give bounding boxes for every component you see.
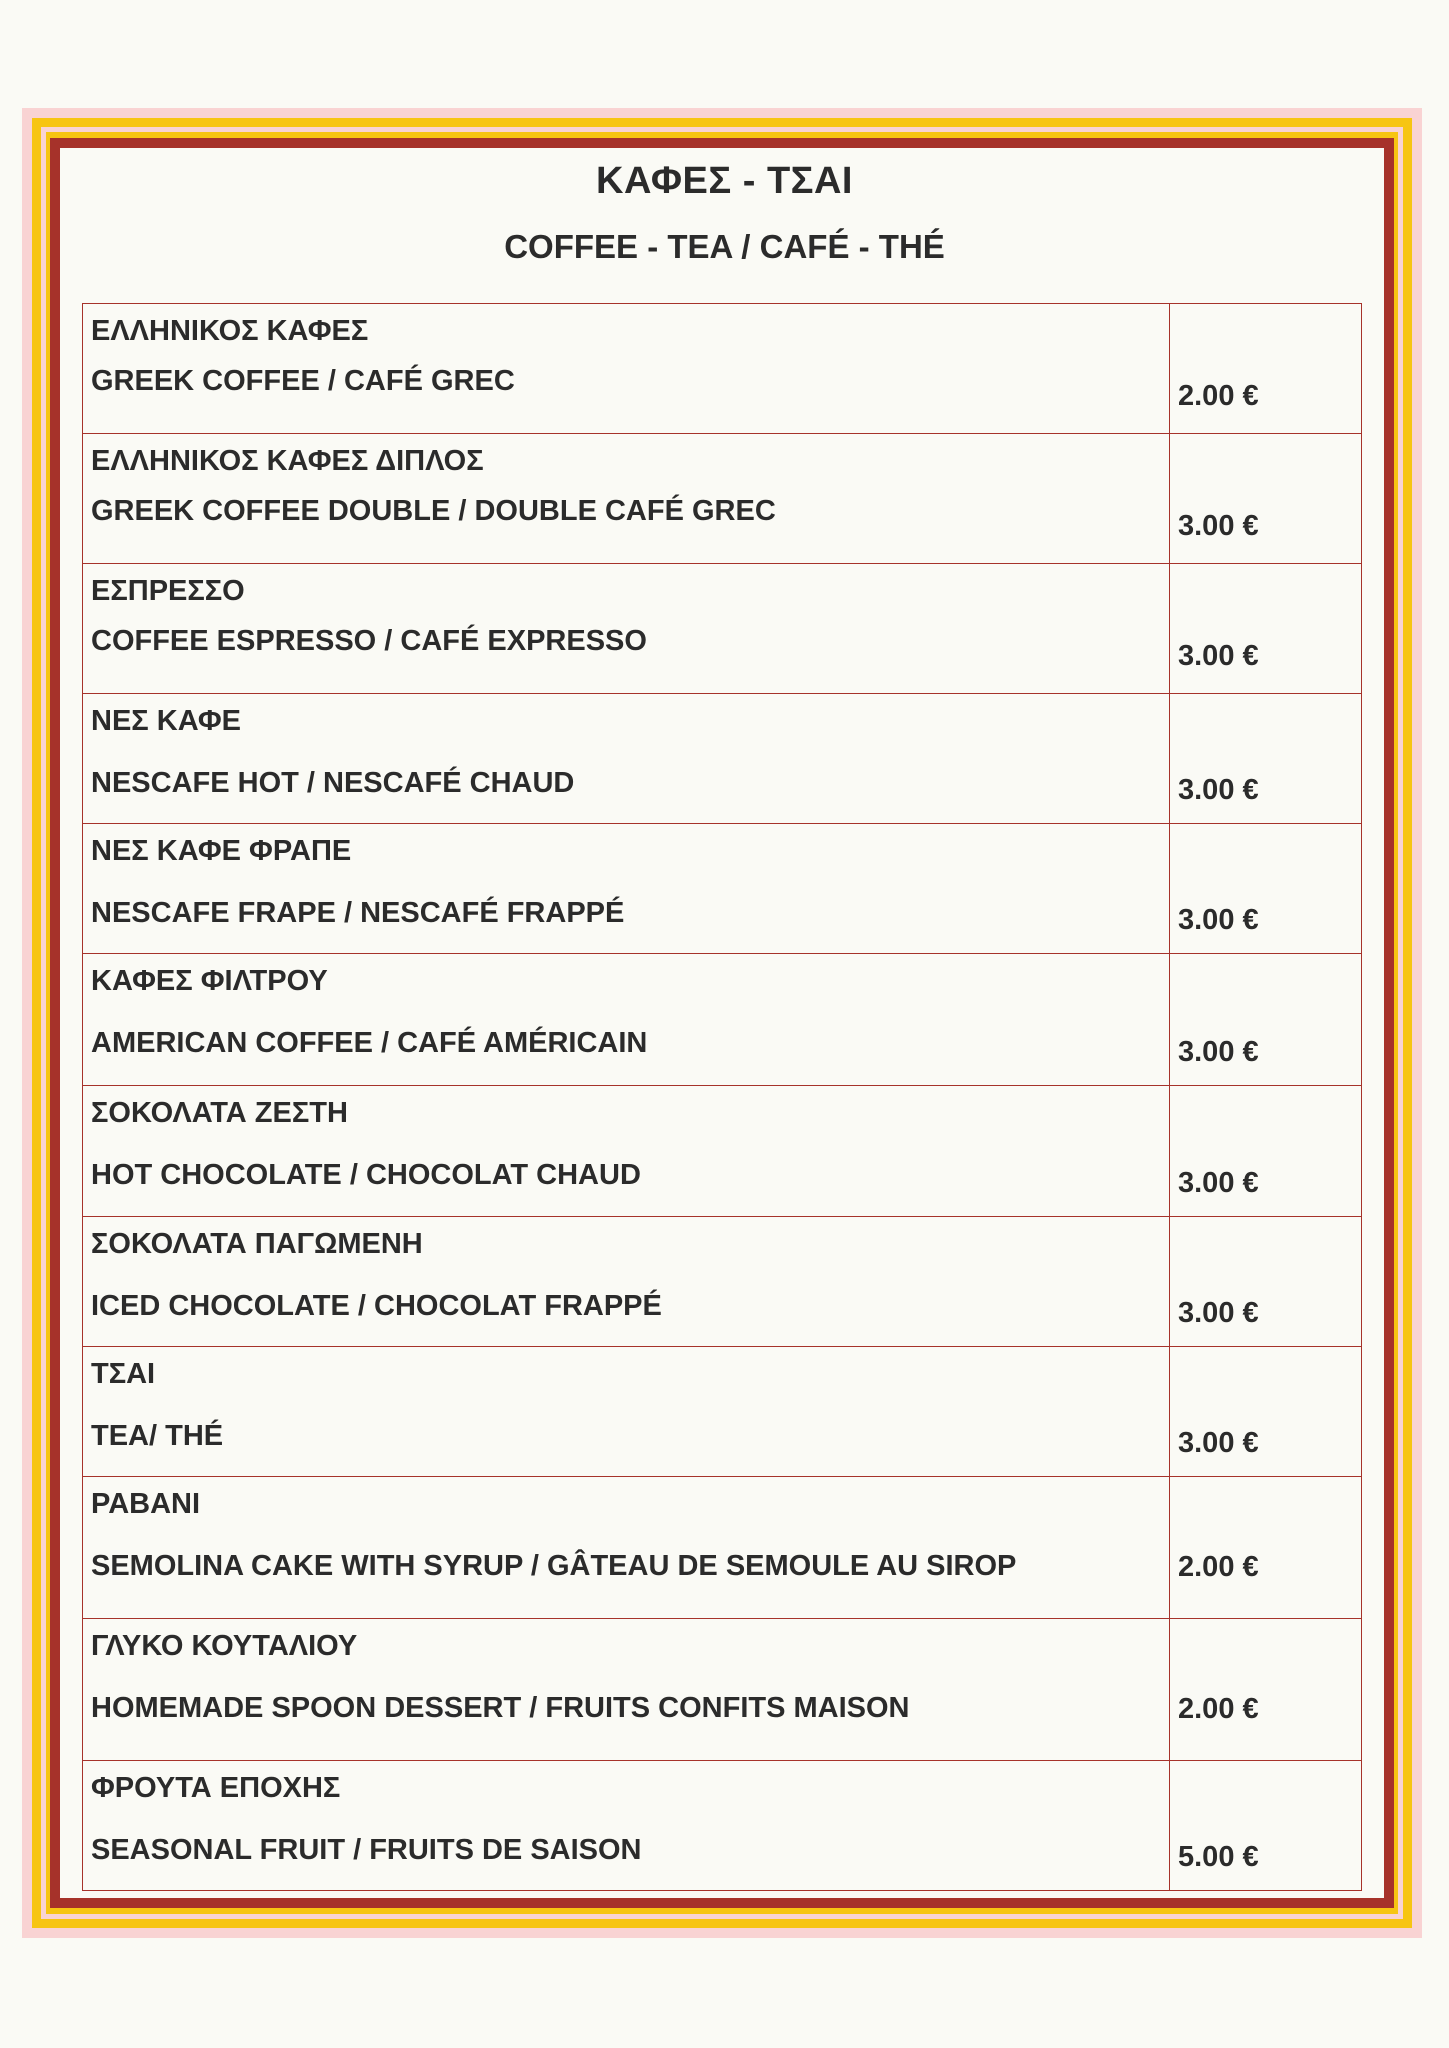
- item-name-translation: AMERICAN COFFEE / CAFÉ AMÉRICAIN: [91, 1027, 648, 1059]
- menu-item-price-cell: [1170, 824, 1362, 954]
- menu-row: [83, 1761, 1362, 1891]
- item-name-greek: ΕΣΠΡΕΣΣΟ: [91, 575, 245, 607]
- item-price: 2.00 €: [1178, 1551, 1259, 1583]
- menu-item-description: [83, 564, 1170, 694]
- item-name-greek: ΣΟΚΟΛΑΤΑ ΠΑΓΩΜΕΝΗ: [91, 1228, 423, 1260]
- item-name-greek: ΡΑΒΑΝΙ: [91, 1488, 201, 1520]
- menu-table: [82, 303, 1362, 1891]
- item-name-greek: ΝΕΣ ΚΑΦΕ ΦΡΑΠΕ: [91, 835, 352, 867]
- item-price: 2.00 €: [1178, 1693, 1259, 1725]
- page-subtitle: COFFEE - TEA / CAFÉ - THÉ: [504, 228, 945, 265]
- item-name-translation: SEMOLINA CAKE WITH SYRUP / GÂTEAU DE SEMOULE AU SIROP: [91, 1550, 1017, 1582]
- menu-item-price-cell: [1170, 694, 1362, 824]
- item-name-greek: ΤΣΑΙ: [91, 1358, 156, 1390]
- menu-row: [83, 824, 1362, 954]
- menu-item-description: [83, 1761, 1170, 1891]
- menu-item-description: [83, 1347, 1170, 1477]
- menu-item-price-cell: [1170, 304, 1362, 434]
- menu-item-price-cell: [1170, 1217, 1362, 1347]
- item-name-greek: ΕΛΛΗΝΙΚΟΣ ΚΑΦΕΣ ΔΙΠΛΟΣ: [91, 445, 484, 477]
- menu-row: [83, 694, 1362, 824]
- menu-item-description: [83, 434, 1170, 564]
- item-name-greek: ΓΛΥΚΟ ΚΟΥΤΑΛΙΟΥ: [91, 1630, 358, 1662]
- menu-row: [83, 1477, 1362, 1619]
- item-name-greek: ΣΟΚΟΛΑΤΑ ΖΕΣΤΗ: [91, 1097, 348, 1129]
- item-name-translation: ICED CHOCOLATE / CHOCOLAT FRAPPÉ: [91, 1290, 662, 1322]
- menu-row: [83, 1217, 1362, 1347]
- menu-item-description: [83, 694, 1170, 824]
- menu-item-price-cell: [1170, 1086, 1362, 1217]
- menu-item-price-cell: [1170, 434, 1362, 564]
- menu-row: [83, 304, 1362, 434]
- item-price: 2.00 €: [1178, 380, 1259, 412]
- item-name-translation: NESCAFE FRAPE / NESCAFÉ FRAPPÉ: [91, 897, 625, 929]
- menu-row: [83, 1619, 1362, 1761]
- page-title: ΚΑΦΕΣ - ΤΣΑΙ: [596, 160, 853, 202]
- item-name-translation: NESCAFE HOT / NESCAFÉ CHAUD: [91, 767, 575, 799]
- menu-item-description: [83, 1619, 1170, 1761]
- item-price: 3.00 €: [1178, 904, 1259, 936]
- menu-row: [83, 1347, 1362, 1477]
- item-price: 3.00 €: [1178, 1167, 1259, 1199]
- item-price: 3.00 €: [1178, 640, 1259, 672]
- menu-item-description: [83, 1086, 1170, 1217]
- item-name-greek: ΦΡΟΥΤΑ ΕΠΟΧΗΣ: [91, 1772, 341, 1804]
- menu-item-price-cell: [1170, 1347, 1362, 1477]
- item-price: 3.00 €: [1178, 1427, 1259, 1459]
- item-name-translation: COFFEE ESPRESSO / CAFÉ EXPRESSO: [91, 625, 647, 657]
- item-name-greek: ΕΛΛΗΝΙΚΟΣ ΚΑΦΕΣ: [91, 315, 369, 347]
- item-price: 3.00 €: [1178, 1297, 1259, 1329]
- menu-item-price-cell: [1170, 954, 1362, 1086]
- menu-row: [83, 564, 1362, 694]
- item-name-translation: GREEK COFFEE DOUBLE / DOUBLE CAFÉ GREC: [91, 495, 776, 527]
- menu-item-description: [83, 954, 1170, 1086]
- item-name-translation: HOT CHOCOLATE / CHOCOLAT CHAUD: [91, 1159, 641, 1191]
- menu-item-description: [83, 1217, 1170, 1347]
- item-price: 3.00 €: [1178, 1036, 1259, 1068]
- menu-item-price-cell: [1170, 1477, 1362, 1619]
- item-price: 3.00 €: [1178, 774, 1259, 806]
- menu-item-description: [83, 1477, 1170, 1619]
- item-name-greek: ΚΑΦΕΣ ΦΙΛΤΡΟΥ: [91, 965, 328, 997]
- item-name-translation: TEA/ THÉ: [91, 1420, 224, 1452]
- item-name-translation: SEASONAL FRUIT / FRUITS DE SAISON: [91, 1834, 642, 1866]
- item-name-greek: ΝΕΣ ΚΑΦΕ: [91, 705, 241, 737]
- menu-row: [83, 1086, 1362, 1217]
- item-price: 3.00 €: [1178, 510, 1259, 542]
- menu-row: [83, 954, 1362, 1086]
- item-price: 5.00 €: [1178, 1841, 1259, 1873]
- menu-row: [83, 434, 1362, 564]
- menu-item-description: [83, 824, 1170, 954]
- menu-item-price-cell: [1170, 564, 1362, 694]
- menu-item-description: [83, 304, 1170, 434]
- menu-item-price-cell: [1170, 1761, 1362, 1891]
- item-name-translation: GREEK COFFEE / CAFÉ GREC: [91, 365, 515, 397]
- menu-item-price-cell: [1170, 1619, 1362, 1761]
- item-name-translation: HOMEMADE SPOON DESSERT / FRUITS CONFITS MAISON: [91, 1692, 910, 1724]
